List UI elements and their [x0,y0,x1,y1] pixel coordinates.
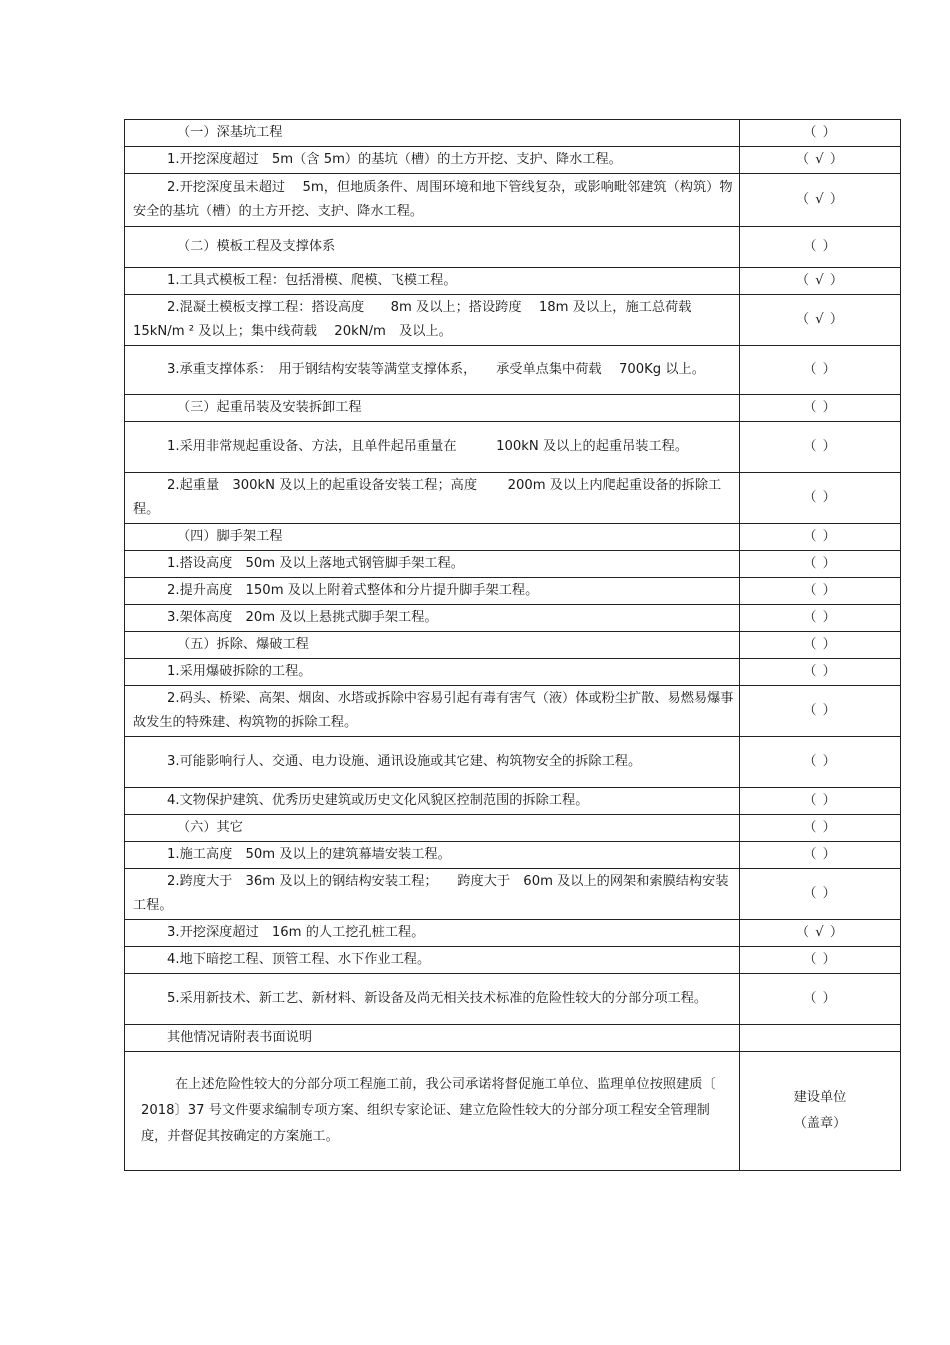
item-text-cell [125,788,740,815]
check-mark: （ √ ） [795,312,845,327]
section-title: （六）其它 [177,820,243,835]
check-mark: （ ） [803,556,837,571]
section-title: （三）起重吊装及安装拆卸工程 [177,400,362,415]
item-row [125,947,901,974]
check-mark: （ ） [803,529,837,544]
check-mark-cell [740,737,901,788]
item-text-cell [125,869,740,920]
item-text-cell [125,174,740,227]
item-text: 2.码头、桥梁、高架、烟囱、水塔或拆除中容易引起有毒有害气（液）体或粉尘扩散、易燃易爆事故发生的特殊建、构筑物的拆除工程。 [133,691,734,730]
check-mark-cell [740,422,901,473]
item-row [125,295,901,346]
section-title-cell [125,227,740,268]
item-row [125,1025,901,1052]
item-text-cell [125,295,740,346]
section-row [125,632,901,659]
item-text: 其他情况请附表书面说明 [167,1030,313,1045]
item-text: 2.起重量 300kN 及以上的起重设备安装工程；高度 200m 及以上内爬起重设备的拆除工程。 [133,478,722,517]
section-title: （一）深基坑工程 [177,125,283,140]
item-text: 1.采用非常规起重设备、方法，且单件起吊重量在 100kN 及以上的起重吊装工程。 [167,439,689,454]
item-text-cell [125,422,740,473]
item-row [125,842,901,869]
item-text-cell [125,268,740,295]
section-row [125,227,901,268]
item-text-cell [125,1025,740,1052]
item-row [125,974,901,1025]
check-mark: （ √ ） [795,152,845,167]
check-mark: （ ） [803,952,837,967]
item-row [125,788,901,815]
pledge-text: 在上述危险性较大的分部分项工程施工前，我公司承诺将督促施工单位、监理单位按照建质〔 2018〕37 号文件要求编制专项方案、组织专家论证、建立危险性较大的分部分项工程安全管理制度，并督促其按确定的方案施工。 [141,1077,729,1144]
construction-unit-label: 建设单位 [793,1090,847,1105]
item-text: 2.开挖深度虽未超过 5m，但地质条件、周围环境和地下管线复杂，或影响毗邻建筑（构筑）物安全的基坑（槽）的土方开挖、支护、降水工程。 [133,180,733,219]
item-text: 3.开挖深度超过 16m 的人工挖孔桩工程。 [167,925,425,940]
item-row [125,578,901,605]
check-mark-cell [740,686,901,737]
item-row [125,174,901,227]
check-mark: （ ） [803,991,837,1006]
check-mark-cell [740,1025,901,1052]
check-mark-cell [740,268,901,295]
item-text: 1.开挖深度超过 5m（含 5m）的基坑（槽）的土方开挖、支护、降水工程。 [167,152,622,167]
check-mark: （ ） [803,610,837,625]
check-mark-cell [740,295,901,346]
section-title: （二）模板工程及支撑体系 [177,239,336,254]
check-mark: （ ） [803,239,837,254]
check-mark-cell [740,524,901,551]
check-mark: （ ） [803,439,837,454]
item-text: 1.采用爆破拆除的工程。 [167,664,312,679]
check-mark: （ √ ） [795,192,845,207]
item-text: 3.可能影响行人、交通、电力设施、通讯设施或其它建、构筑物安全的拆除工程。 [167,754,642,769]
section-row [125,120,901,147]
item-row [125,551,901,578]
item-text: 2.提升高度 150m 及以上附着式整体和分片提升脚手架工程。 [167,583,539,598]
item-text-cell [125,947,740,974]
item-row [125,737,901,788]
item-row [125,659,901,686]
check-mark-cell [740,842,901,869]
check-mark-cell [740,227,901,268]
item-row [125,473,901,524]
section-row [125,815,901,842]
check-mark-cell [740,395,901,422]
seal-label: （盖章） [793,1116,847,1131]
check-mark: （ √ ） [795,273,845,288]
item-text-cell [125,605,740,632]
section-row [125,395,901,422]
check-mark: （ ） [803,847,837,862]
item-text-cell [125,551,740,578]
section-title: （五）拆除、爆破工程 [177,637,309,652]
check-mark: （ ） [803,886,837,901]
check-mark-cell [740,869,901,920]
check-mark-cell [740,473,901,524]
item-text: 2.跨度大于 36m 及以上的钢结构安装工程； 跨度大于 60m 及以上的网架和索膜结构安装工程。 [133,874,729,913]
pledge-cell [125,1052,740,1171]
check-mark: （ ） [803,703,837,718]
item-text-cell [125,686,740,737]
check-mark: （ ） [803,400,837,415]
item-row [125,920,901,947]
item-row [125,346,901,395]
section-title-cell [125,815,740,842]
check-mark-cell [740,815,901,842]
check-mark-cell [740,120,901,147]
item-row [125,605,901,632]
item-text: 2.混凝土模板支撑工程：搭设高度 8m 及以上；搭设跨度 18m 及以上，施工总荷载 15kN/m ² 及以上；集中线荷载 20kN/m 及以上。 [133,300,705,339]
item-text-cell [125,147,740,174]
item-text-cell [125,920,740,947]
check-mark-cell [740,605,901,632]
item-text: 1.工具式模板工程：包括滑模、爬模、飞模工程。 [167,273,457,288]
section-title: （四）脚手架工程 [177,529,283,544]
pledge-row [125,1052,901,1171]
item-text: 4.地下暗挖工程、顶管工程、水下作业工程。 [167,952,431,967]
check-mark-cell [740,147,901,174]
item-row [125,422,901,473]
check-mark: （ ） [803,490,837,505]
check-mark: （ √ ） [795,925,845,940]
check-mark-cell [740,174,901,227]
item-row [125,869,901,920]
check-mark: （ ） [803,754,837,769]
check-mark-cell [740,788,901,815]
seal-cell [740,1052,901,1171]
item-text-cell [125,737,740,788]
item-text-cell [125,578,740,605]
section-row [125,524,901,551]
check-mark: （ ） [803,793,837,808]
section-title-cell [125,120,740,147]
item-text-cell [125,842,740,869]
item-text: 1.搭设高度 50m 及以上落地式钢管脚手架工程。 [167,556,464,571]
check-mark-cell [740,346,901,395]
item-row [125,147,901,174]
check-mark-cell [740,578,901,605]
item-text: 5.采用新技术、新工艺、新材料、新设备及尚无相关技术标准的危险性较大的分部分项工程。 [167,991,708,1006]
item-row [125,686,901,737]
section-title-cell [125,524,740,551]
check-mark: （ ） [803,664,837,679]
section-title-cell [125,632,740,659]
item-text-cell [125,346,740,395]
check-mark-cell [740,632,901,659]
check-mark-cell [740,920,901,947]
check-mark-cell [740,947,901,974]
item-text-cell [125,473,740,524]
item-text: 1.施工高度 50m 及以上的建筑幕墙安装工程。 [167,847,451,862]
check-mark: （ ） [803,820,837,835]
item-text: 3.承重支撑体系： 用于钢结构安装等满堂支撑体系， 承受单点集中荷载 700Kg 以上。 [167,362,705,377]
check-mark-cell [740,659,901,686]
check-mark: （ ） [803,125,837,140]
section-title-cell [125,395,740,422]
check-mark: （ ） [803,583,837,598]
check-mark-cell [740,551,901,578]
item-text: 4.文物保护建筑、优秀历史建筑或历史文化风貌区控制范围的拆除工程。 [167,793,589,808]
item-text-cell [125,974,740,1025]
check-mark-cell [740,974,901,1025]
check-mark: （ ） [803,637,837,652]
item-text: 3.架体高度 20m 及以上悬挑式脚手架工程。 [167,610,438,625]
hazard-project-table [124,119,901,1171]
item-text-cell [125,659,740,686]
item-row [125,268,901,295]
check-mark: （ ） [803,362,837,377]
